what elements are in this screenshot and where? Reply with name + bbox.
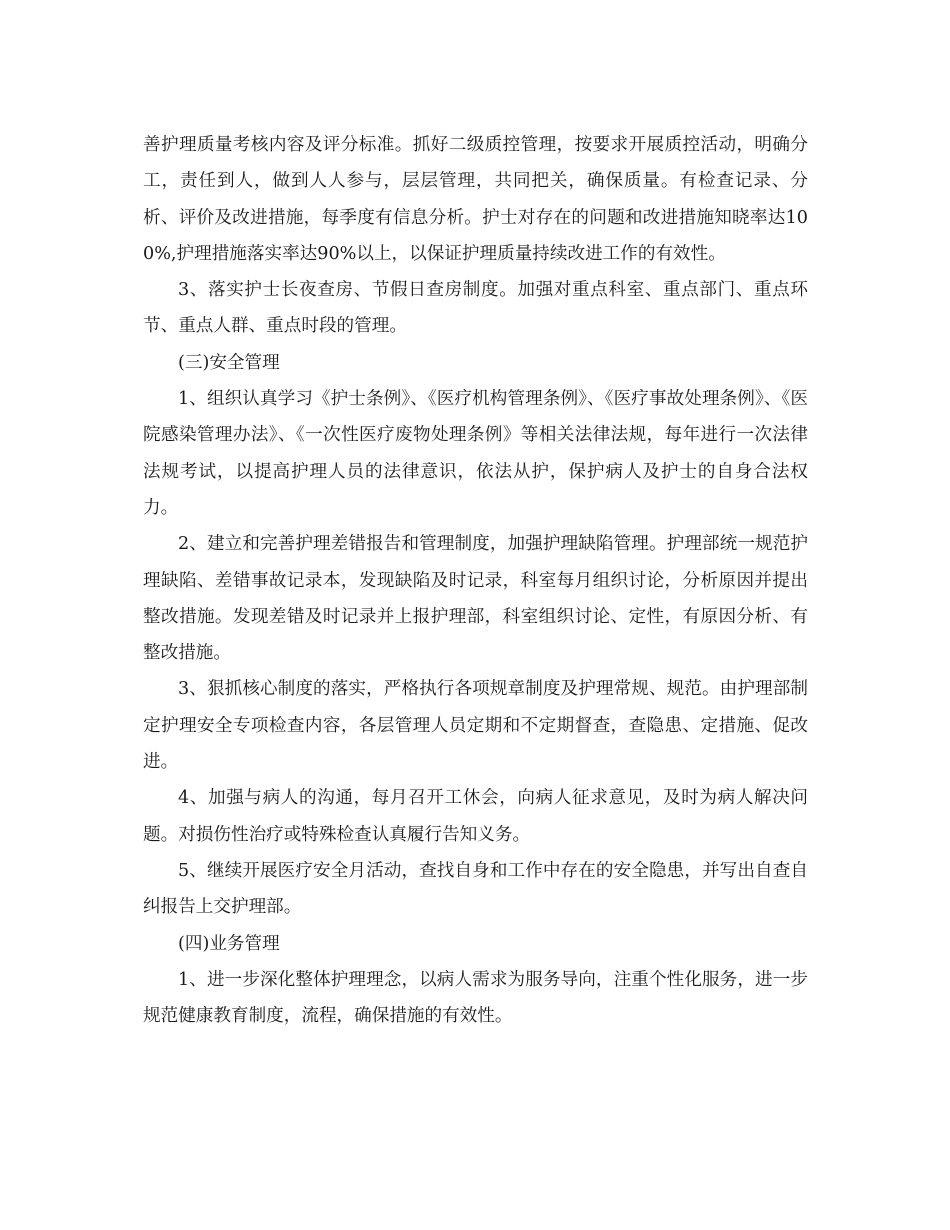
paragraph-continuation: 善护理质量考核内容及评分标准。抓好二级质控管理，按要求开展质控活动，明确分工，责任到人，做到人人参与，层层管理，共同把关，确保质量。有检查记录、分析、评价及改进措施，每季度有信息分析。护士对存在的问题和改进措施知晓率达100%,护理措施落实率达90%以上，以保证护理质量持续改进工作的有效性。 [143,135,808,264]
paragraph-item: 3、狠抓核心制度的落实，严格执行各项规章制度及护理常规、规范。由护理部制定护理安全专项检查内容，各层管理人员定期和不定期督查，查隐患、定措施、促改进。 [143,679,808,773]
paragraph-item: 3、落实护士长夜查房、节假日查房制度。加强对重点科室、重点部门、重点环节、重点人群、重点时段的管理。 [143,280,808,337]
paragraph-item: 4、加强与病人的沟通，每月召开工休会，向病人征求意见，及时为病人解决问题。对损伤性治疗或特殊检查认真履行告知义务。 [143,788,808,845]
document-body [143,127,808,1034]
section-heading: (四)业务管理 [178,933,280,954]
paragraph-item: 1、组织认真学习《护士条例》、《医疗机构管理条例》、《医疗事故处理条例》、《医院感染管理办法》、《一次性医疗废物处理条例》等相关法律法规，每年进行一次法律法规考试，以提高护理人员的法律意识，依法从护，保护病人及护士的自身合法权力。 [143,389,808,518]
section-heading: (三)安全管理 [178,352,280,373]
paragraph-item: 5、继续开展医疗安全月活动，查找自身和工作中存在的安全隐患，并写出自查自纠报告上交护理部。 [143,860,808,918]
paragraph-item: 1、进一步深化整体护理理念，以病人需求为服务导向，注重个性化服务，进一步规范健康教育制度，流程，确保措施的有效性。 [143,969,808,1027]
paragraph-item: 2、建立和完善护理差错报告和管理制度，加强护理缺陷管理。护理部统一规范护理缺陷、差错事故记录本，发现缺陷及时记录，科室每月组织讨论，分析原因并提出整改措施。发现差错及时记录并上报护理部，科室组织讨论、定性，有原因分析、有整改措施。 [143,534,808,664]
